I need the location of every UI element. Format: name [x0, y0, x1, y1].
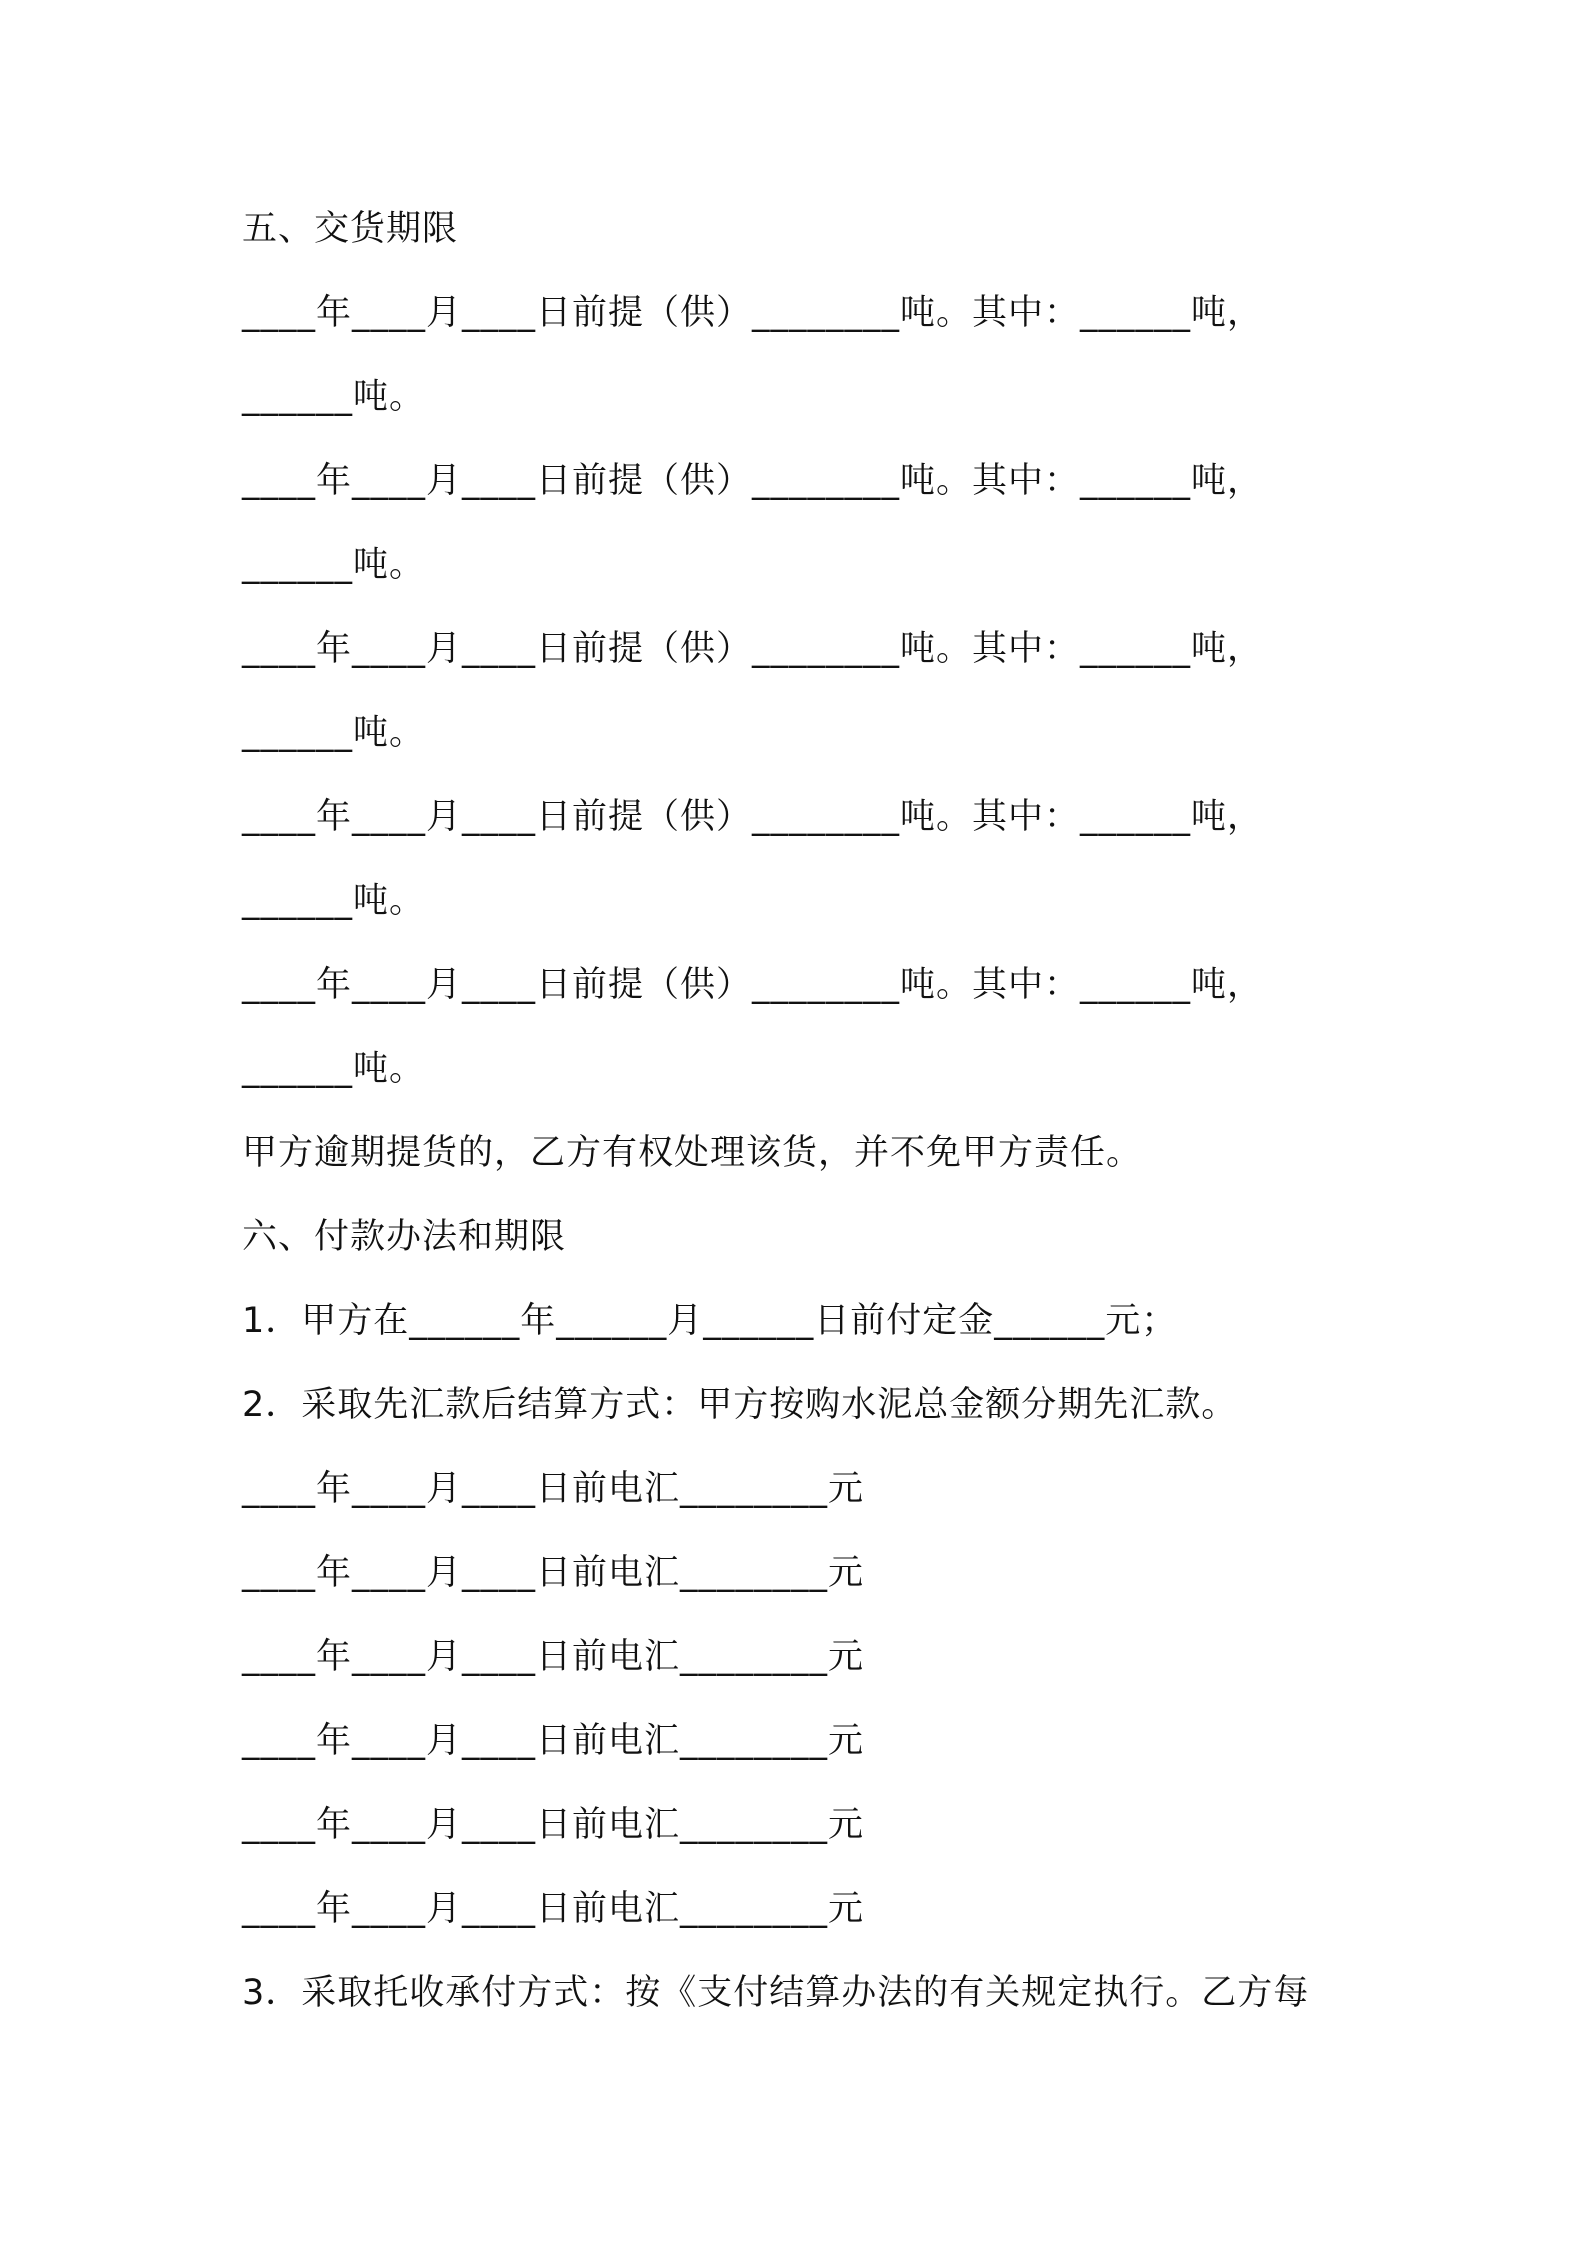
prepayment-clause: 2．采取先汇款后结算方式：甲方按购水泥总金额分期先汇款。: [242, 1385, 1238, 1425]
document-page: [242, 198, 1362, 2046]
section-heading-payment: 六、付款办法和期限: [242, 1217, 567, 1257]
delivery-line-continued: ______吨。: [242, 377, 426, 417]
delivery-line-continued: ______吨。: [242, 545, 426, 585]
wire-transfer-line: ____年____月____日前电汇________元: [242, 1637, 865, 1677]
wire-transfer-line: ____年____月____日前电汇________元: [242, 1805, 865, 1845]
delivery-line: ____年____月____日前提（供）________吨。其中：______吨，: [242, 797, 1264, 837]
delivery-line-continued: ______吨。: [242, 881, 426, 921]
overdue-pickup-clause: 甲方逾期提货的，乙方有权处理该货，并不免甲方责任。: [242, 1133, 1143, 1173]
delivery-line: ____年____月____日前提（供）________吨。其中：______吨，: [242, 293, 1264, 333]
collection-payment-clause: 3．采取托收承付方式：按《支付结算办法的有关规定执行。乙方每: [242, 1973, 1310, 2013]
wire-transfer-line: ____年____月____日前电汇________元: [242, 1889, 865, 1929]
wire-transfer-line: ____年____月____日前电汇________元: [242, 1469, 865, 1509]
delivery-line: ____年____月____日前提（供）________吨。其中：______吨，: [242, 629, 1264, 669]
wire-transfer-line: ____年____月____日前电汇________元: [242, 1721, 865, 1761]
delivery-line-continued: ______吨。: [242, 713, 426, 753]
wire-transfer-line: ____年____月____日前电汇________元: [242, 1553, 865, 1593]
delivery-line-continued: ______吨。: [242, 1049, 426, 1089]
deposit-clause: 1．甲方在______年______月______日前付定金______元；: [242, 1301, 1178, 1341]
section-heading-delivery: 五、交货期限: [242, 209, 459, 249]
delivery-line: ____年____月____日前提（供）________吨。其中：______吨，: [242, 461, 1264, 501]
delivery-line: ____年____月____日前提（供）________吨。其中：______吨，: [242, 965, 1264, 1005]
